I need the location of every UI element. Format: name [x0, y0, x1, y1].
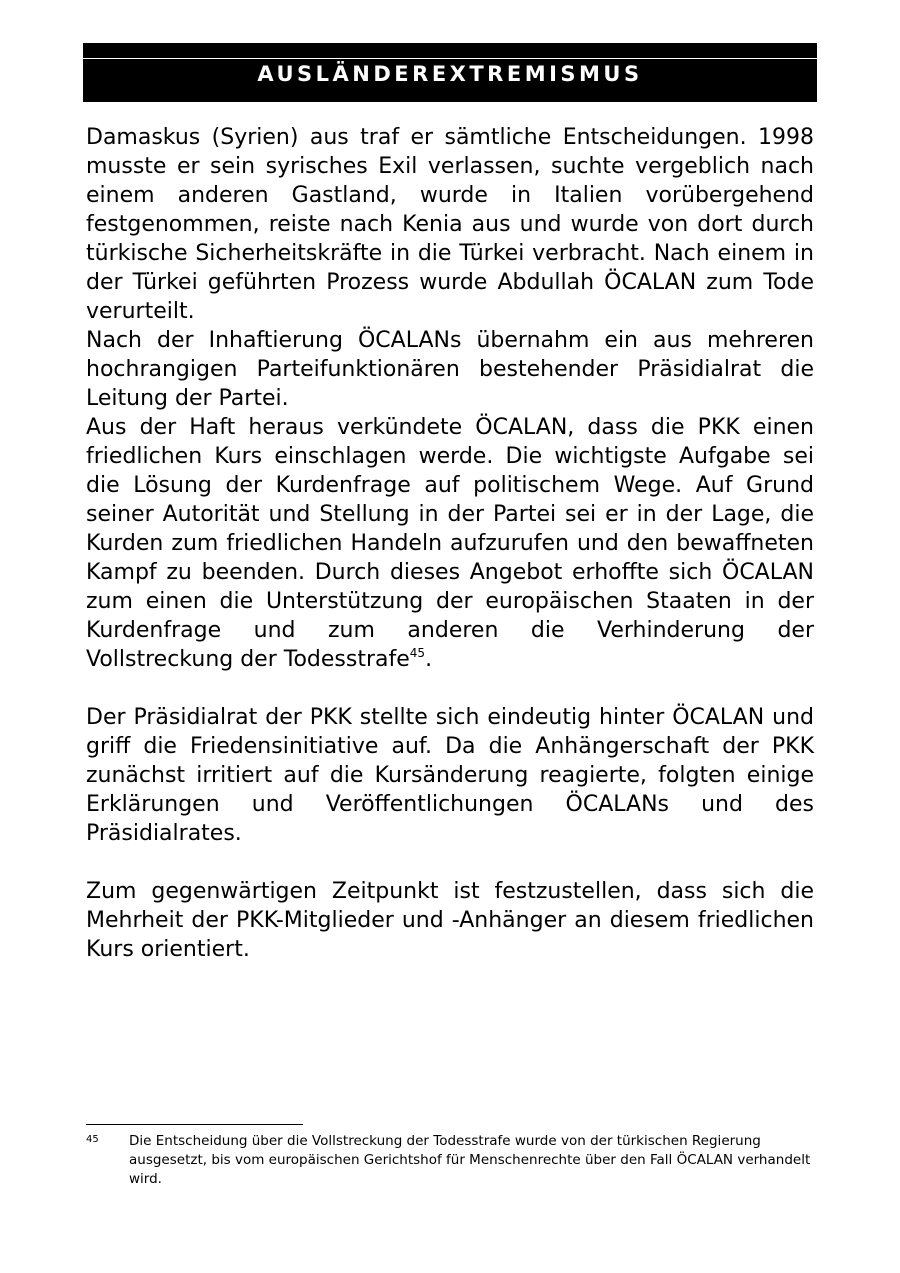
paragraph-2: Nach der Inhaftierung ÖCALANs übernahm ein aus mehreren hochrangigen Parteifunktionären bestehender Präsidialrat die Leitung der Partei.: [86, 328, 814, 411]
section-header: [83, 43, 817, 102]
header-rule: [83, 58, 817, 59]
paragraph-1: Damaskus (Syrien) aus traf er sämtliche Entscheidungen. 1998 musste er sein syrisches Exil verlassen, suchte vergeblich nach einem anderen Gastland, wurde in Italien vorübergehend festgenommen, reiste nach Kenia aus und wurde von dort durch türkische Sicherheitskräfte in die Türkei verbracht. Nach einem in der Türkei geführten Prozess wurde Abdullah ÖCALAN zum Tode verurteilt.: [86, 125, 814, 324]
footnote-number: 45: [86, 1134, 99, 1145]
paragraph-5: Zum gegenwärtigen Zeitpunkt ist festzustellen, dass sich die Mehrheit der PKK-Mitglieder und -Anhänger an diesem friedlichen Kurs orientiert.: [86, 879, 814, 962]
paragraph-3: [86, 413, 814, 674]
body-text: [86, 123, 814, 964]
paragraph-3-end: .: [425, 647, 433, 672]
footnote-reference[interactable]: 45: [409, 646, 426, 660]
paragraph-4: Der Präsidialrat der PKK stellte sich eindeutig hinter ÖCALAN und griff die Friedensinitiative auf. Da die Anhängerschaft der PKK zunächst irritiert auf die Kursänderung reagierte, folgten einige Erklärungen und Veröffentlichungen ÖCALANs und des Präsidialrates.: [86, 705, 814, 846]
paragraph-3-text: Aus der Haft heraus verkündete ÖCALAN, dass die PKK einen friedlichen Kurs einschlagen werde. Die wichtigste Aufgabe sei die Lösung der Kurdenfrage auf politischem Wege. Auf Grund seiner Autorität und Stellung in der Partei sei er in der Lage, die Kurden zum friedlichen Handeln aufzurufen und den bewaffneten Kampf zu beenden. Durch dieses Angebot erhoffte sich ÖCALAN zum einen die Unterstützung der europäischen Staaten in der Kurdenfrage und zum anderen die Verhinderung der Vollstreckung der Todesstrafe: [86, 415, 814, 672]
section-title: AUSLÄNDEREXTREMISMUS: [257, 62, 643, 86]
footnote: [86, 1132, 814, 1189]
footnote-separator: [86, 1124, 303, 1125]
footnote-text: Die Entscheidung über die Vollstreckung der Todesstrafe wurde von der türkischen Regierung ausgesetzt, bis vom europäischen Gerichtshof für Menschenrechte über den Fall ÖCALAN verhandelt wird.: [129, 1133, 811, 1187]
